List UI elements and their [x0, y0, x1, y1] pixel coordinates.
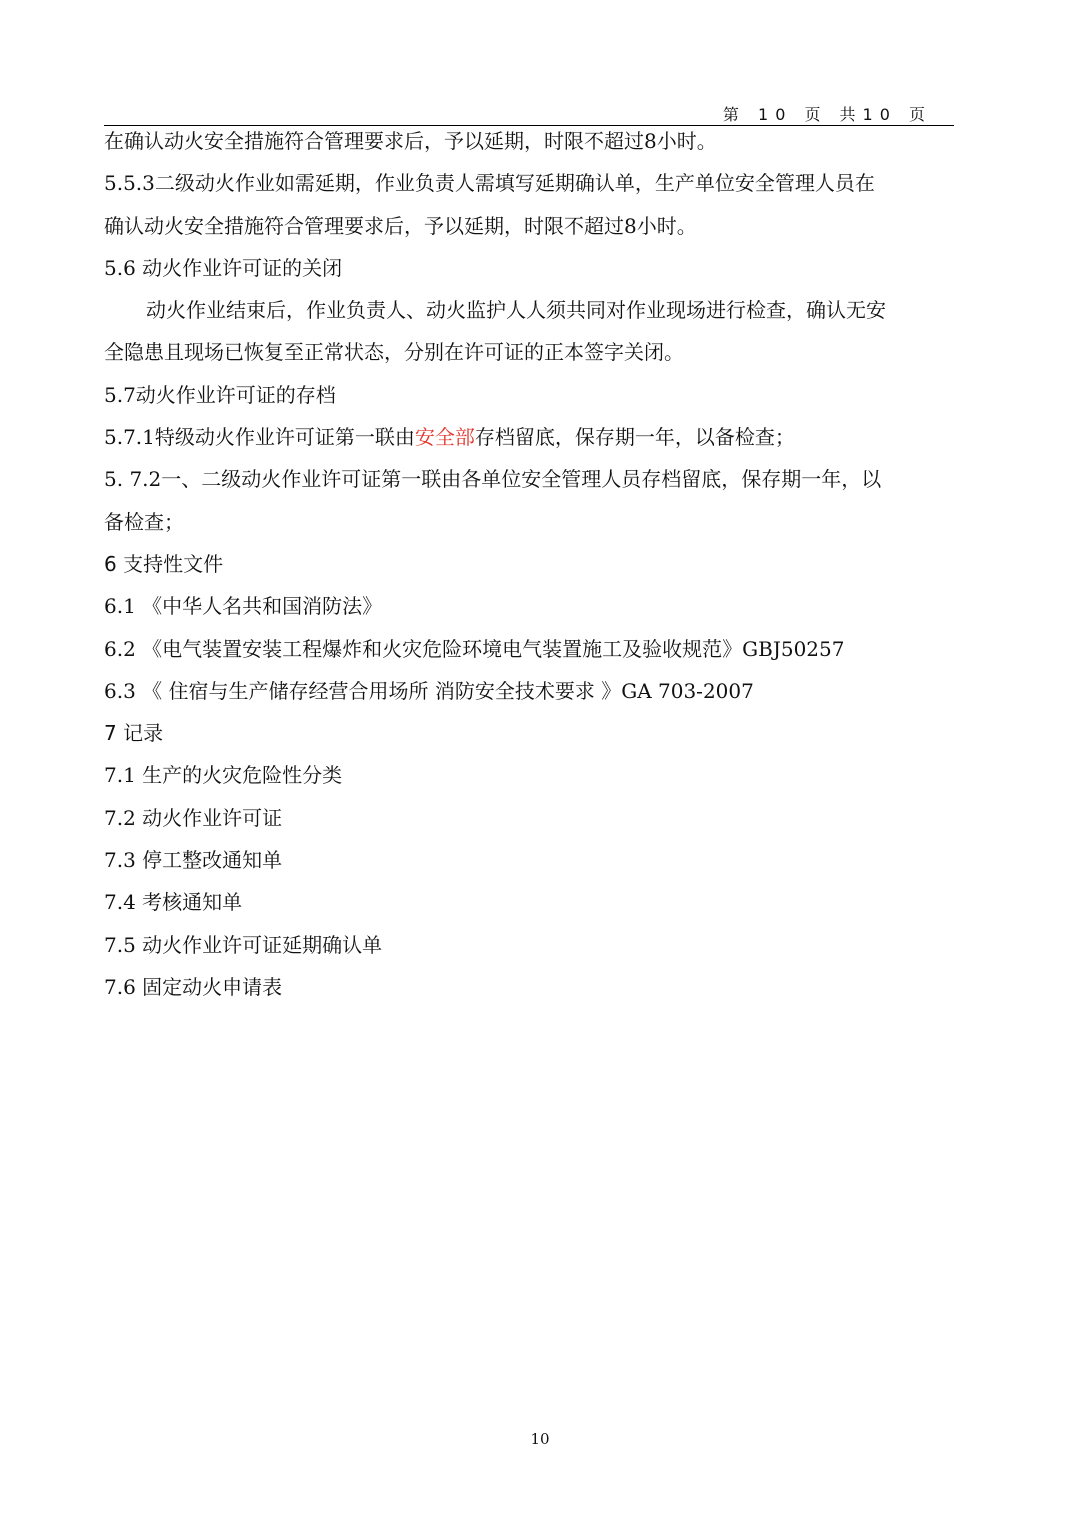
paragraph-line: 确认动火安全措施符合管理要求后，予以延期，时限不超过8小时。	[104, 213, 697, 238]
list-item: 7.6 固定动火申请表	[104, 974, 283, 999]
clause-text: 5.7.1特级动火作业许可证第一联由	[104, 425, 415, 450]
paragraph-line: 备检查；	[104, 509, 184, 534]
paragraph-line: 在确认动火安全措施符合管理要求后，予以延期，时限不超过8小时。	[104, 129, 717, 153]
list-item: 7.1 生产的火灾危险性分类	[104, 763, 343, 788]
clause-5-7-1	[104, 416, 960, 458]
section-5-7-title: 5.7动火作业许可证的存档	[104, 382, 336, 407]
section-6-heading: 6 支持性文件	[104, 551, 224, 576]
list-item: 6.2 《电气装置安装工程爆炸和火灾危险环境电气装置施工及验收规范》GBJ50257	[104, 636, 845, 661]
paragraph-line: 全隐患且现场已恢复至正常状态，分别在许可证的正本签字关闭。	[104, 340, 684, 365]
list-item: 7.2 动火作业许可证	[104, 805, 283, 830]
list-item: 7.4 考核通知单	[104, 890, 243, 915]
list-item: 6.1 《中华人名共和国消防法》	[104, 594, 383, 619]
clause-5-5-3: 5.5.3二级动火作业如需延期，作业负责人需填写延期确认单，生产单位安全管理人员在	[104, 171, 875, 196]
footer-page-number: 10	[530, 1430, 550, 1448]
clause-text: 存档留底，保存期一年，以备检查；	[474, 425, 795, 450]
list-item: 6.3 《 住宿与生产储存经营合用场所 消防安全技术要求 》GA 703-2007	[104, 678, 754, 703]
section-7-heading: 7 记录	[104, 721, 164, 746]
highlighted-department: 安全部	[414, 425, 475, 450]
page-count-label: 第 10 页 共10 页	[722, 105, 932, 124]
section-5-6-title: 5.6 动火作业许可证的关闭	[104, 255, 343, 280]
paragraph-line: 动火作业结束后，作业负责人、动火监护人人须共同对作业现场进行检查，确认无安	[146, 298, 886, 323]
document-body	[104, 120, 960, 1008]
clause-5-7-2: 5. 7.2一、二级动火作业许可证第一联由各单位安全管理人员存档留底，保存期一年，以	[104, 467, 882, 492]
list-item: 7.3 停工整改通知单	[104, 848, 283, 873]
list-item: 7.5 动火作业许可证延期确认单	[104, 932, 383, 957]
